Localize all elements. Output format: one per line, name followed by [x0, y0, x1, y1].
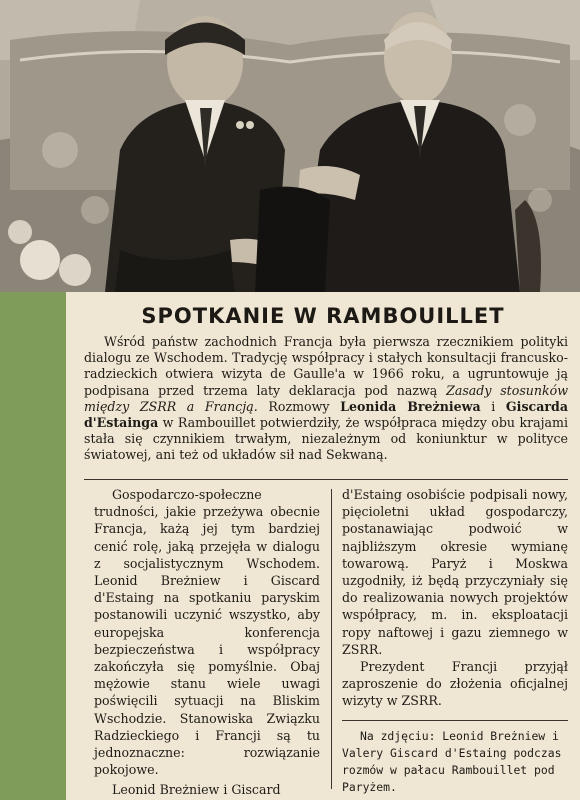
column-left-paragraph-1: Gospodarczo-społeczne trudności, jakie przeżywa obecnie Francja, każą jej tym bardziej cenić rolę, jaką przejęła w dialogu z socjalistycznym Wschodem. Leonid Breżniew i Giscard d'Estaing na spotkaniu paryskim postanowili uczynić wszystko, aby europejska konferencja bezpieczeństwa i współpracy zakończyła się pomyślnie. Obaj mężowie stanu wiele uwagi poświęcili sytuacji na Bliskim Wschodzie. Stanowiska Związku Radzieckiego i Francji są tu jednoznaczne: rozwiązanie pokojowe. — [94, 487, 320, 778]
lead-text-and: i — [480, 398, 506, 414]
caption-divider — [342, 720, 568, 721]
lead-name-breznev: Leonida Breżniewa — [340, 398, 481, 414]
section-divider — [84, 479, 568, 480]
column-left — [94, 486, 320, 799]
decorative-green-band — [0, 292, 66, 800]
lead-name-giscard: Giscarda d'Estainga — [84, 398, 568, 431]
article-lead — [84, 334, 568, 464]
column-right — [342, 486, 568, 710]
column-divider — [331, 489, 332, 789]
column-left-paragraph-2: Leonid Breżniew i Giscard — [112, 782, 281, 798]
column-right-paragraph-1: d'Estaing osobiście podpisali nowy, pięcioletni układ gospodarczy, postanawiając podwoić w najbliższym okresie wymianę towarową. Paryż i Moskwa uzgodniły, iż będą przyczyniały się do realizowania nowych projektów współpracy, m. in. eksploatacji ropy naftowej i gazu ziemnego w ZSRR. — [342, 487, 568, 657]
photo-caption: Na zdjęciu: Leonid Breżniew i Valery Giscard d'Estaing podczas rozmów w pałacu Rambouillet pod Paryżem. — [342, 729, 562, 794]
photo-breznev-giscard — [0, 0, 580, 292]
article-title: SPOTKANIE W RAMBOUILLET — [141, 304, 505, 328]
photo-illustration — [0, 0, 580, 292]
lead-text-2: Rozmowy — [257, 398, 341, 414]
lead-text-1: Wśród państw zachodnich Francja była pierwsza rzecznikiem polityki dialogu ze Wschodem. Tradycję współpracy i stałych konsultacji francusko-radzieckich otwiera wizyta de Gaulle'a w 1966 roku, a ugruntowuje ją podpisana przed trzema laty deklaracja pod nazwą — [84, 334, 568, 398]
column-right-paragraph-2: Prezydent Francji przyjął zaproszenie do złożenia oficjalnej wizyty w ZSRR. — [342, 659, 568, 709]
lead-text-3: w Rambouillet potwierdziły, że współpraca między obu krajami stała się czynnikiem trwałym, niezależnym od koniunktur w polityce światowej, ani też od układów sił nad Sekwaną. — [84, 415, 568, 463]
lead-document-title: Zasady stosunków między ZSRR a Francją. — [84, 382, 568, 414]
